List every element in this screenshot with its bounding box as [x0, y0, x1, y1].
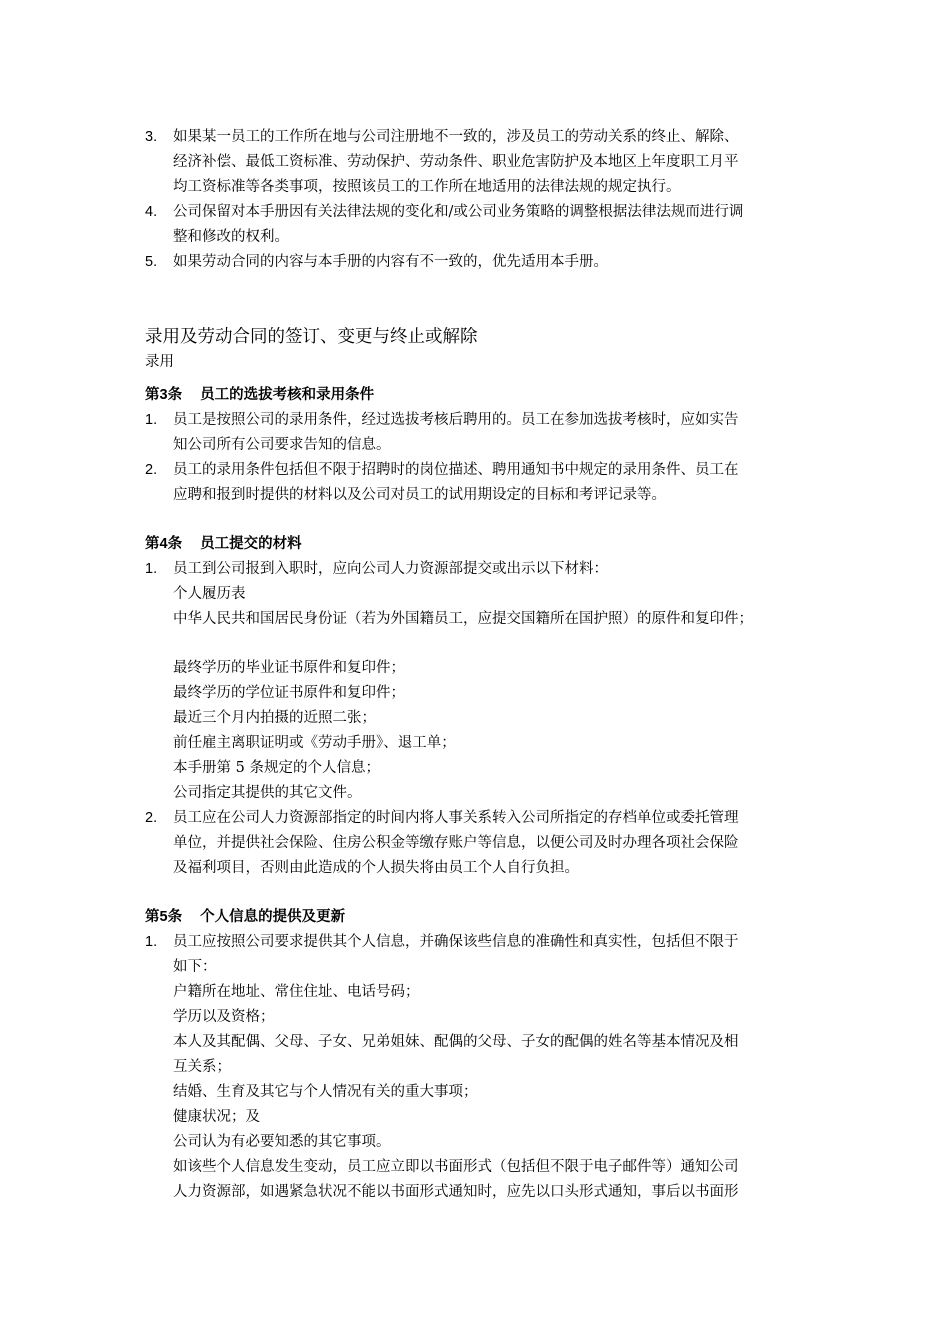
list-item-line: 健康状况；及	[173, 1109, 260, 1125]
list-item-line: 最终学历的学位证书原件和复印件；	[173, 685, 405, 701]
list-number: 1.	[145, 412, 158, 428]
list-number: 1.	[145, 561, 158, 577]
list-item-line: 个人履历表	[173, 586, 246, 602]
list-item-line: 如果某一员工的工作所在地与公司注册地不一致的，涉及员工的劳动关系的终止、解除、	[173, 129, 739, 145]
list-item-line: 员工的录用条件包括但不限于招聘时的岗位描述、聘用通知书中规定的录用条件、员工在	[173, 462, 739, 478]
list-number: 3.	[145, 129, 158, 145]
list-item-line: 员工应在公司人力资源部指定的时间内将人事关系转入公司所指定的存档单位或委托管理	[173, 810, 739, 826]
list-item-line: 公司保留对本手册因有关法律法规的变化和/或公司业务策略的调整根据法律法规而进行调	[173, 204, 744, 220]
list-number: 1.	[145, 934, 158, 950]
article-number: 第5条	[145, 909, 183, 925]
list-item-line: 如果劳动合同的内容与本手册的内容有不一致的，优先适用本手册。	[173, 254, 608, 270]
article-heading	[145, 907, 345, 927]
list-item-line: 员工到公司报到入职时，应向公司人力资源部提交或出示以下材料：	[173, 561, 608, 577]
article-title: 员工的选拔考核和录用条件	[200, 386, 375, 403]
article-title: 个人信息的提供及更新	[200, 908, 346, 925]
section-title: 录用及劳动合同的签订、变更与终止或解除	[145, 327, 478, 347]
list-item-line: 户籍所在地址、常住住址、电话号码；	[173, 984, 420, 1000]
list-item-line: 本手册第 5 条规定的个人信息；	[173, 760, 380, 776]
list-item-line: 学历以及资格；	[173, 1009, 275, 1025]
list-number: 2.	[145, 810, 158, 826]
list-item-line: 互关系；	[173, 1059, 231, 1075]
list-item-line: 结婚、生育及其它与个人情况有关的重大事项；	[173, 1084, 478, 1100]
list-number: 2.	[145, 462, 158, 478]
article-number: 第3条	[145, 387, 183, 403]
list-item-line: 员工应按照公司要求提供其个人信息，并确保该些信息的准确性和真实性，包括但不限于	[173, 934, 739, 950]
list-number: 5.	[145, 254, 158, 270]
list-item-line: 前任雇主离职证明或《劳动手册》、退工单；	[173, 735, 456, 751]
section-subtitle: 录用	[145, 354, 174, 370]
list-item-line: 最终学历的毕业证书原件和复印件；	[173, 660, 405, 676]
list-item-line: 最近三个月内拍摄的近照二张；	[173, 710, 376, 726]
list-item-line: 整和修改的权利。	[173, 229, 289, 245]
list-item-line: 本人及其配偶、父母、子女、兄弟姐妹、配偶的父母、子女的配偶的姓名等基本情况及相	[173, 1034, 739, 1050]
list-item-line: 公司认为有必要知悉的其它事项。	[173, 1134, 391, 1150]
list-item-line: 如该些个人信息发生变动，员工应立即以书面形式（包括但不限于电子邮件等）通知公司	[173, 1159, 739, 1175]
list-item-line: 如下：	[173, 959, 217, 975]
list-item-line: 中华人民共和国居民身份证（若为外国籍员工，应提交国籍所在国护照）的原件和复印件；	[173, 611, 753, 627]
list-item-line: 及福利项目，否则由此造成的个人损失将由员工个人自行负担。	[173, 860, 579, 876]
article-heading	[145, 385, 374, 405]
list-item-line: 经济补偿、最低工资标准、劳动保护、劳动条件、职业危害防护及本地区上年度职工月平	[173, 154, 739, 170]
list-item-line: 单位，并提供社会保险、住房公积金等缴存账户等信息，以便公司及时办理各项社会保险	[173, 835, 739, 851]
list-item-line: 知公司所有公司要求告知的信息。	[173, 437, 391, 453]
list-item-line: 应聘和报到时提供的材料以及公司对员工的试用期设定的目标和考评记录等。	[173, 487, 666, 503]
article-title: 员工提交的材料	[200, 535, 302, 552]
list-number: 4.	[145, 204, 158, 220]
article-number: 第4条	[145, 536, 183, 552]
list-item-line: 均工资标准等各类事项，按照该员工的工作所在地适用的法律法规的规定执行。	[173, 179, 681, 195]
list-item-line: 公司指定其提供的其它文件。	[173, 785, 362, 801]
article-heading	[145, 534, 302, 554]
list-item-line: 人力资源部，如遇紧急状况不能以书面形式通知时，应先以口头形式通知，事后以书面形	[173, 1184, 739, 1200]
list-item-line: 员工是按照公司的录用条件，经过选拔考核后聘用的。员工在参加选拔考核时，应如实告	[173, 412, 739, 428]
